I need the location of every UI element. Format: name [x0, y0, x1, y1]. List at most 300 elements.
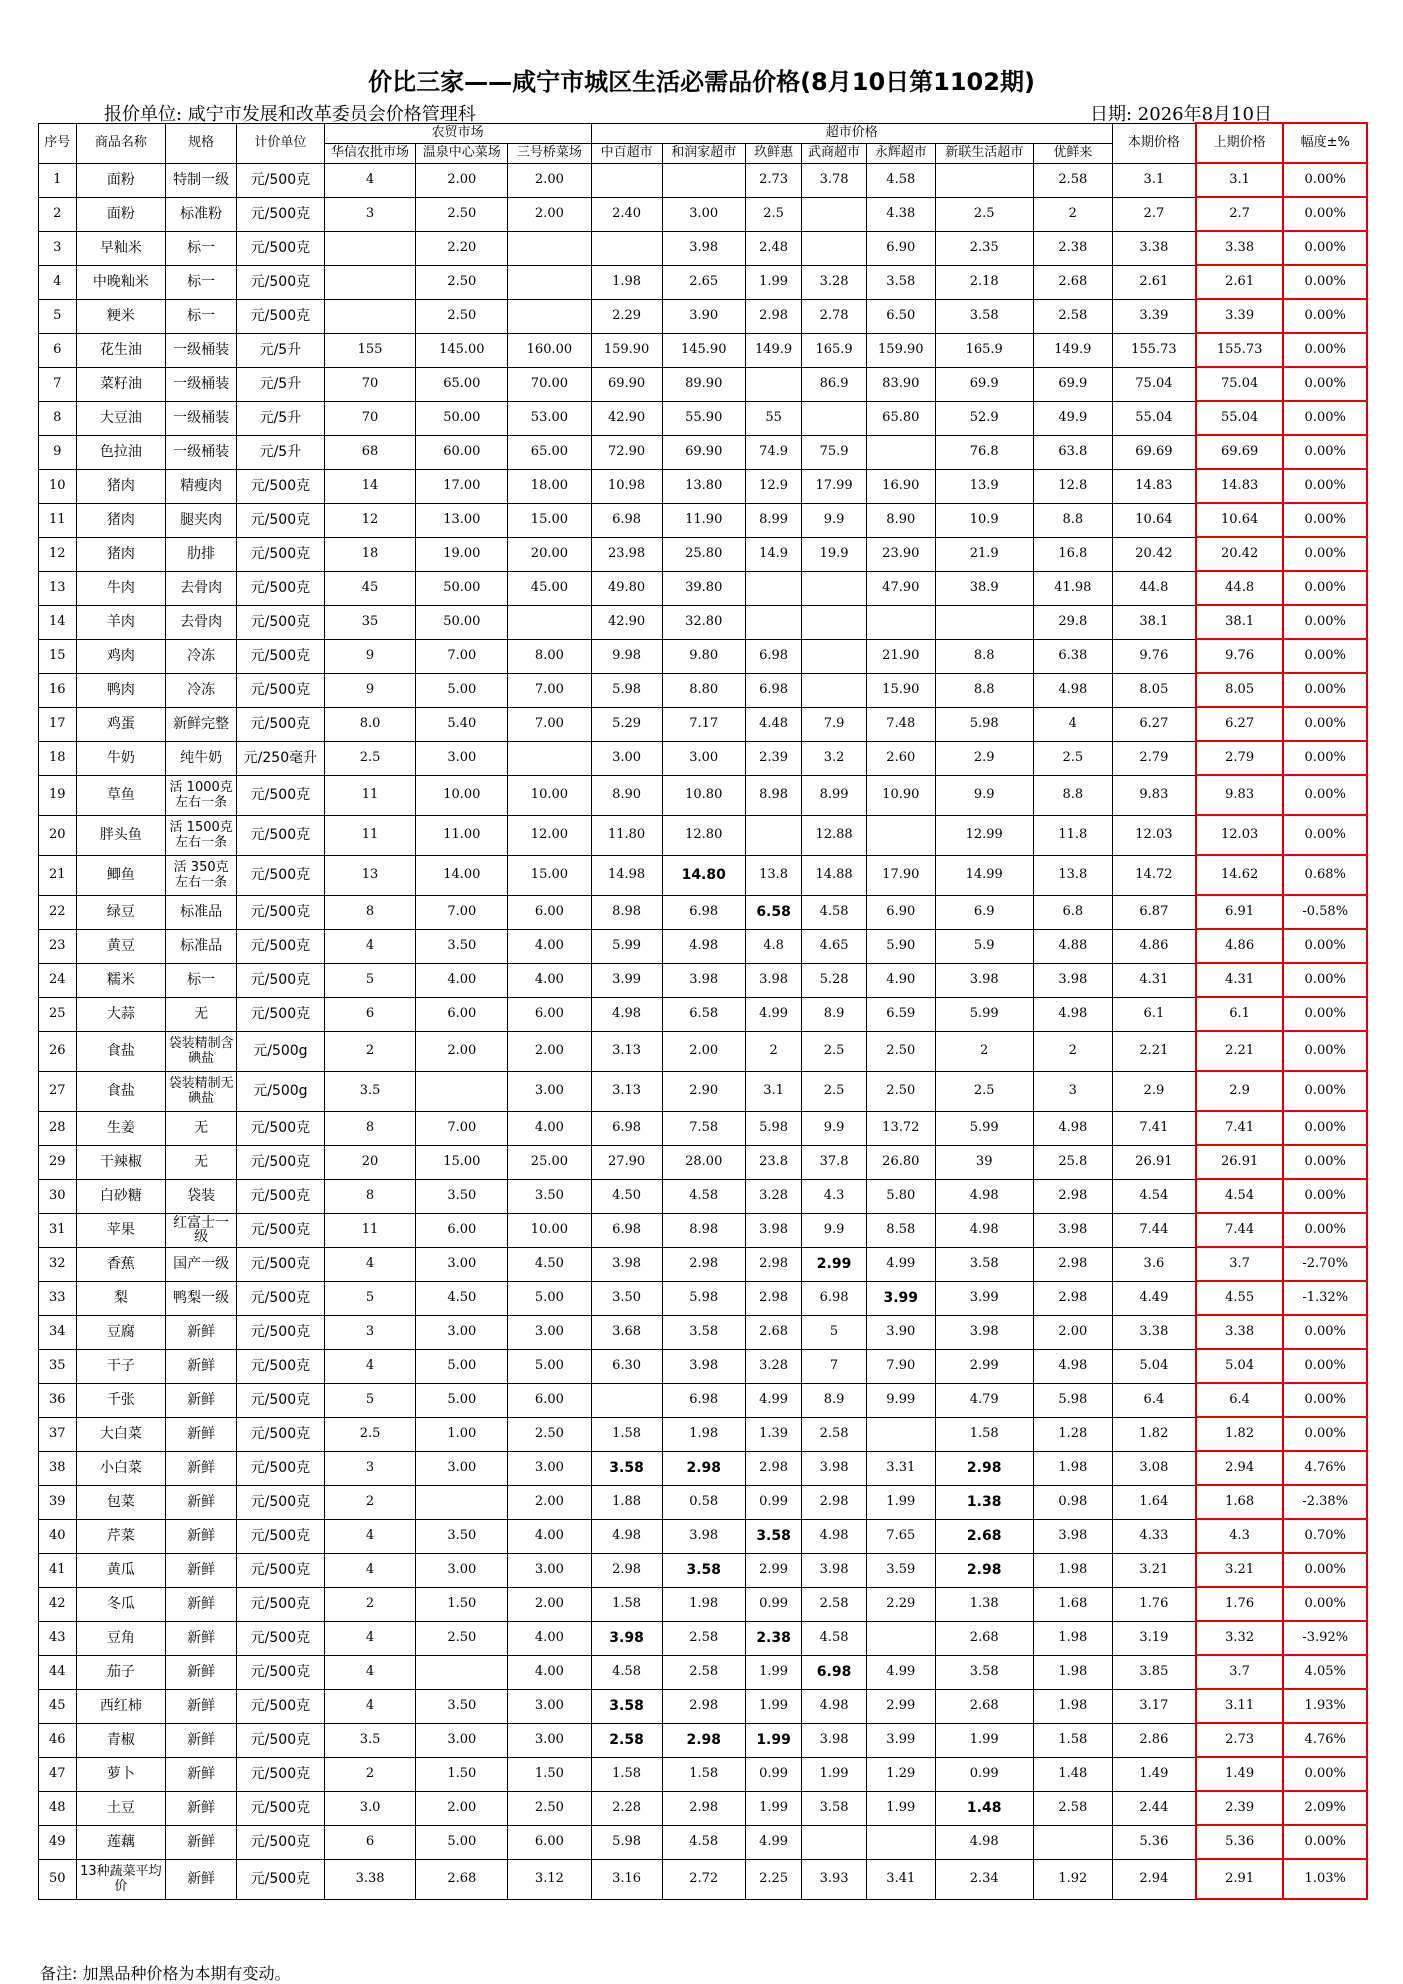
cell-super-price: [662, 163, 745, 197]
cell-super-price: 1.58: [591, 1757, 662, 1791]
cell-super-price: 65.80: [866, 401, 935, 435]
cell-farm-price: 50.00: [416, 401, 508, 435]
cell-name: 花生油: [76, 333, 166, 367]
cell-farm-price: 3.5: [324, 1723, 416, 1757]
cell-previous-price: 38.1: [1196, 605, 1284, 639]
cell-farm-price: 2.00: [508, 1031, 591, 1071]
cell-farm-price: 6.00: [508, 895, 591, 929]
price-table: [38, 122, 1368, 1900]
cell-super-price: 3: [1033, 1071, 1112, 1111]
cell-super-price: 21.9: [935, 537, 1033, 571]
cell-spec: 鸭梨一级: [166, 1281, 237, 1315]
cell-super-price: 8.8: [1033, 775, 1112, 815]
cell-farm-price: 6.00: [508, 1383, 591, 1417]
cell-super-price: 76.8: [935, 435, 1033, 469]
cell-current-price: 4.86: [1112, 929, 1195, 963]
cell-change: 0.00%: [1283, 815, 1367, 855]
cell-super-price: 55: [745, 401, 801, 435]
cell-change: 0.00%: [1283, 1383, 1367, 1417]
cell-previous-price: 9.83: [1196, 775, 1284, 815]
cell-spec: 红富士一级: [166, 1213, 237, 1247]
cell-super-price: 2.98: [1033, 1247, 1112, 1281]
cell-seq: 26: [39, 1031, 77, 1071]
cell-spec: 腿夹肉: [166, 503, 237, 537]
table-row: [39, 1791, 1368, 1825]
cell-current-price: 3.38: [1112, 231, 1195, 265]
cell-farm-price: 155: [324, 333, 416, 367]
cell-farm-price: 4: [324, 1349, 416, 1383]
cell-spec: 袋装精制无碘盐: [166, 1071, 237, 1111]
cell-super-price: 2.98: [662, 1791, 745, 1825]
cell-unit: 元/500克: [237, 963, 325, 997]
cell-super-price: 0.58: [662, 1485, 745, 1519]
cell-super-price: 13.8: [745, 855, 801, 895]
cell-super-price: 4.50: [591, 1179, 662, 1213]
cell-super-price: 2.39: [745, 741, 801, 775]
cell-previous-price: 5.36: [1196, 1825, 1284, 1859]
cell-farm-price: [508, 741, 591, 775]
cell-unit: 元/500克: [237, 1757, 325, 1791]
cell-previous-price: 6.4: [1196, 1383, 1284, 1417]
cell-super-price: 3.00: [662, 197, 745, 231]
cell-change: -0.58%: [1283, 895, 1367, 929]
cell-farm-price: 4: [324, 1655, 416, 1689]
cell-super-price: 7: [802, 1349, 867, 1383]
cell-super-price: 11.8: [1033, 815, 1112, 855]
cell-farm-price: 4: [324, 929, 416, 963]
cell-spec: 一级桶装: [166, 367, 237, 401]
cell-current-price: 3.08: [1112, 1451, 1195, 1485]
cell-super-price: 2.34: [935, 1859, 1033, 1899]
cell-current-price: 5.04: [1112, 1349, 1195, 1383]
cell-farm-price: 3.00: [416, 1247, 508, 1281]
cell-name: 羊肉: [76, 605, 166, 639]
cell-super-price: 2.48: [745, 231, 801, 265]
cell-super-price: 1.99: [745, 265, 801, 299]
cell-farm-price: 2: [324, 1485, 416, 1519]
table-row: [39, 1315, 1368, 1349]
cell-super-price: 89.90: [662, 367, 745, 401]
cell-change: 0.00%: [1283, 197, 1367, 231]
cell-super-price: 6.9: [935, 895, 1033, 929]
cell-farm-price: 3.5: [324, 1071, 416, 1111]
cell-seq: 48: [39, 1791, 77, 1825]
cell-super-price: 4.99: [745, 1383, 801, 1417]
cell-farm-price: [508, 299, 591, 333]
cell-previous-price: 4.3: [1196, 1519, 1284, 1553]
cell-spec: 新鲜完整: [166, 707, 237, 741]
cell-unit: 元/500克: [237, 469, 325, 503]
cell-spec: 新鲜: [166, 1723, 237, 1757]
cell-spec: 标准粉: [166, 197, 237, 231]
cell-current-price: 2.79: [1112, 741, 1195, 775]
cell-seq: 34: [39, 1315, 77, 1349]
cell-farm-price: 35: [324, 605, 416, 639]
cell-super-price: 2.5: [802, 1071, 867, 1111]
cell-spec: 新鲜: [166, 1587, 237, 1621]
cell-super-price: 55.90: [662, 401, 745, 435]
cell-current-price: 6.1: [1112, 997, 1195, 1031]
cell-change: 0.00%: [1283, 741, 1367, 775]
cell-super-price: 9.9: [935, 775, 1033, 815]
cell-farm-price: 4: [324, 1519, 416, 1553]
cell-change: 4.76%: [1283, 1723, 1367, 1757]
cell-farm-price: 20: [324, 1145, 416, 1179]
cell-super-price: 3.28: [745, 1179, 801, 1213]
table-row: [39, 1553, 1368, 1587]
cell-super-price: 4.48: [745, 707, 801, 741]
page-title: 价比三家——咸宁市城区生活必需品价格(8月10日第1102期): [368, 68, 1035, 96]
cell-name: 鸭肉: [76, 673, 166, 707]
cell-super-price: 2.25: [745, 1859, 801, 1899]
cell-name: 早籼米: [76, 231, 166, 265]
cell-name: 黄豆: [76, 929, 166, 963]
cell-name: 面粉: [76, 163, 166, 197]
cell-farm-price: 7.00: [508, 707, 591, 741]
cell-farm-price: [416, 1485, 508, 1519]
cell-super-price: 5: [802, 1315, 867, 1349]
table-row: [39, 1213, 1368, 1247]
cell-name: 色拉油: [76, 435, 166, 469]
cell-unit: 元/500克: [237, 1791, 325, 1825]
table-row: [39, 1281, 1368, 1315]
cell-spec: 新鲜: [166, 1485, 237, 1519]
cell-super-price: 3.50: [591, 1281, 662, 1315]
table-row: [39, 571, 1368, 605]
cell-seq: 23: [39, 929, 77, 963]
cell-super-price: 3.99: [866, 1281, 935, 1315]
cell-super-price: 2.78: [802, 299, 867, 333]
cell-super-price: 8.98: [745, 775, 801, 815]
cell-super-price: [745, 815, 801, 855]
cell-farm-price: 53.00: [508, 401, 591, 435]
cell-farm-price: 3.50: [416, 929, 508, 963]
cell-super-price: 3.68: [591, 1315, 662, 1349]
report-header: [104, 100, 1304, 124]
table-row: [39, 469, 1368, 503]
cell-super-price: 9.9: [802, 1111, 867, 1145]
cell-farm-price: 4.00: [508, 963, 591, 997]
cell-super-price: 8.90: [591, 775, 662, 815]
cell-super-price: 2.58: [591, 1723, 662, 1757]
cell-farm-price: 1.50: [416, 1587, 508, 1621]
cell-change: 0.00%: [1283, 1315, 1367, 1349]
cell-super-price: 12.99: [935, 815, 1033, 855]
cell-super-price: 2.28: [591, 1791, 662, 1825]
cell-seq: 8: [39, 401, 77, 435]
cell-super-price: [866, 815, 935, 855]
cell-current-price: 2.9: [1112, 1071, 1195, 1111]
cell-seq: 6: [39, 333, 77, 367]
cell-farm-price: 3.0: [324, 1791, 416, 1825]
cell-unit: 元/500克: [237, 537, 325, 571]
cell-name: 鸡蛋: [76, 707, 166, 741]
cell-change: 0.68%: [1283, 855, 1367, 895]
cell-name: 干辣椒: [76, 1145, 166, 1179]
cell-farm-price: 6.00: [416, 1213, 508, 1247]
cell-spec: 新鲜: [166, 1349, 237, 1383]
cell-farm-price: 5.00: [416, 673, 508, 707]
cell-change: 0.00%: [1283, 503, 1367, 537]
cell-super-price: 39.80: [662, 571, 745, 605]
cell-super-price: 1.48: [935, 1791, 1033, 1825]
cell-super-price: 2.90: [662, 1071, 745, 1111]
cell-spec: 标一: [166, 299, 237, 333]
cell-super-price: 3.59: [866, 1553, 935, 1587]
cell-unit: 元/500克: [237, 503, 325, 537]
cell-farm-price: 2.5: [324, 1417, 416, 1451]
cell-super-price: 9.9: [802, 1213, 867, 1247]
cell-current-price: 44.8: [1112, 571, 1195, 605]
cell-super-price: 5.90: [866, 929, 935, 963]
cell-name: 13种蔬菜平均价: [76, 1859, 166, 1899]
cell-super-price: 4.98: [802, 1689, 867, 1723]
cell-super-price: 6.98: [745, 673, 801, 707]
cell-farm-price: 4.00: [508, 1655, 591, 1689]
cell-previous-price: 2.21: [1196, 1031, 1284, 1071]
cell-unit: 元/500克: [237, 1689, 325, 1723]
cell-super-price: 2.98: [662, 1723, 745, 1757]
cell-name: 猪肉: [76, 503, 166, 537]
cell-unit: 元/500克: [237, 1587, 325, 1621]
cell-farm-price: [324, 231, 416, 265]
table-row: [39, 673, 1368, 707]
cell-previous-price: 2.94: [1196, 1451, 1284, 1485]
cell-super-price: [935, 163, 1033, 197]
cell-unit: 元/500克: [237, 895, 325, 929]
cell-super-price: 159.90: [591, 333, 662, 367]
cell-seq: 44: [39, 1655, 77, 1689]
cell-previous-price: 2.61: [1196, 265, 1284, 299]
table-row: [39, 895, 1368, 929]
cell-super-price: 2.99: [866, 1689, 935, 1723]
footnote: 备注: 加黑品种价格为本期有变动。: [40, 1964, 291, 1983]
cell-seq: 50: [39, 1859, 77, 1899]
cell-current-price: 3.21: [1112, 1553, 1195, 1587]
cell-current-price: 4.54: [1112, 1179, 1195, 1213]
cell-farm-price: 3.50: [508, 1179, 591, 1213]
cell-current-price: 2.94: [1112, 1859, 1195, 1899]
cell-current-price: 14.72: [1112, 855, 1195, 895]
cell-change: -3.92%: [1283, 1621, 1367, 1655]
cell-spec: 新鲜: [166, 1689, 237, 1723]
cell-super-price: 0.99: [935, 1757, 1033, 1791]
cell-super-price: 1.68: [1033, 1587, 1112, 1621]
cell-previous-price: 1.68: [1196, 1485, 1284, 1519]
cell-previous-price: 6.1: [1196, 997, 1284, 1031]
cell-super-price: 69.90: [591, 367, 662, 401]
cell-farm-price: 7.00: [416, 895, 508, 929]
cell-seq: 46: [39, 1723, 77, 1757]
cell-farm-price: [508, 605, 591, 639]
cell-spec: 一级桶装: [166, 435, 237, 469]
cell-current-price: 3.39: [1112, 299, 1195, 333]
cell-super-price: 3.98: [802, 1451, 867, 1485]
cell-super-price: 2.5: [1033, 741, 1112, 775]
cell-super-price: 4.98: [935, 1179, 1033, 1213]
cell-super-price: 2.98: [745, 1451, 801, 1485]
cell-super-price: 4.98: [1033, 997, 1112, 1031]
cell-farm-price: 2.00: [508, 163, 591, 197]
cell-seq: 9: [39, 435, 77, 469]
cell-unit: 元/500克: [237, 929, 325, 963]
cell-super-price: 2.68: [935, 1621, 1033, 1655]
cell-change: 4.05%: [1283, 1655, 1367, 1689]
cell-super-price: 1.99: [866, 1485, 935, 1519]
cell-seq: 40: [39, 1519, 77, 1553]
cell-farm-price: 10.00: [508, 775, 591, 815]
cell-super-price: 13.80: [662, 469, 745, 503]
cell-unit: 元/500克: [237, 673, 325, 707]
cell-previous-price: 8.05: [1196, 673, 1284, 707]
cell-farm-price: 20.00: [508, 537, 591, 571]
cell-farm-price: 4: [324, 1689, 416, 1723]
cell-current-price: 2.44: [1112, 1791, 1195, 1825]
cell-super-price: 4.38: [866, 197, 935, 231]
cell-super-price: 23.98: [591, 537, 662, 571]
cell-super-price: 3.98: [662, 1519, 745, 1553]
cell-super-price: 1.58: [591, 1417, 662, 1451]
cell-unit: 元/500g: [237, 1031, 325, 1071]
cell-seq: 49: [39, 1825, 77, 1859]
table-row: [39, 265, 1368, 299]
cell-name: 生姜: [76, 1111, 166, 1145]
cell-name: 大豆油: [76, 401, 166, 435]
cell-super-price: 3.58: [662, 1553, 745, 1587]
cell-super-price: [1033, 1825, 1112, 1859]
cell-super-price: 23.90: [866, 537, 935, 571]
cell-farm-price: 3.38: [324, 1859, 416, 1899]
cell-super-price: 7.90: [866, 1349, 935, 1383]
cell-seq: 28: [39, 1111, 77, 1145]
cell-farm-price: 1.50: [416, 1757, 508, 1791]
cell-super-price: [591, 163, 662, 197]
header-current: 本期价格: [1112, 123, 1195, 163]
cell-name: 苹果: [76, 1213, 166, 1247]
table-row: [39, 1247, 1368, 1281]
header-super-4: 武商超市: [802, 143, 867, 163]
cell-super-price: 3.78: [802, 163, 867, 197]
cell-super-price: 4.98: [1033, 1111, 1112, 1145]
cell-super-price: 8.90: [866, 503, 935, 537]
cell-super-price: [866, 435, 935, 469]
cell-previous-price: 12.03: [1196, 815, 1284, 855]
cell-previous-price: 75.04: [1196, 367, 1284, 401]
cell-farm-price: 3.50: [416, 1179, 508, 1213]
cell-super-price: [591, 231, 662, 265]
cell-super-price: 4.99: [745, 997, 801, 1031]
cell-super-price: 5.29: [591, 707, 662, 741]
cell-farm-price: 2.68: [416, 1859, 508, 1899]
cell-name: 豆角: [76, 1621, 166, 1655]
cell-unit: 元/500克: [237, 1825, 325, 1859]
cell-super-price: 3.98: [662, 231, 745, 265]
cell-super-price: 3.58: [935, 1655, 1033, 1689]
cell-farm-price: 2.00: [416, 1031, 508, 1071]
cell-super-price: 0.99: [745, 1587, 801, 1621]
cell-super-price: 2.58: [662, 1655, 745, 1689]
cell-super-price: 3.31: [866, 1451, 935, 1485]
cell-spec: 标准品: [166, 929, 237, 963]
cell-super-price: 2: [1033, 1031, 1112, 1071]
cell-super-price: 12.88: [802, 815, 867, 855]
cell-super-price: 2.5: [802, 1031, 867, 1071]
cell-super-price: 10.9: [935, 503, 1033, 537]
cell-unit: 元/500克: [237, 1451, 325, 1485]
cell-spec: 无: [166, 1145, 237, 1179]
cell-current-price: 155.73: [1112, 333, 1195, 367]
cell-name: 菜籽油: [76, 367, 166, 401]
cell-previous-price: 10.64: [1196, 503, 1284, 537]
cell-super-price: 6.98: [662, 1383, 745, 1417]
cell-super-price: 1.28: [1033, 1417, 1112, 1451]
cell-super-price: 7.17: [662, 707, 745, 741]
cell-farm-price: 2.50: [416, 197, 508, 231]
cell-change: 0.00%: [1283, 1031, 1367, 1071]
cell-super-price: 4.98: [935, 1213, 1033, 1247]
cell-super-price: 165.9: [935, 333, 1033, 367]
cell-unit: 元/5升: [237, 367, 325, 401]
cell-current-price: 7.41: [1112, 1111, 1195, 1145]
cell-current-price: 3.19: [1112, 1621, 1195, 1655]
cell-super-price: 2.98: [662, 1247, 745, 1281]
cell-super-price: 41.98: [1033, 571, 1112, 605]
cell-farm-price: 6: [324, 1825, 416, 1859]
cell-farm-price: 45.00: [508, 571, 591, 605]
cell-seq: 27: [39, 1071, 77, 1111]
cell-super-price: 2.98: [745, 1247, 801, 1281]
cell-current-price: 8.05: [1112, 673, 1195, 707]
cell-super-price: 3.58: [935, 299, 1033, 333]
cell-super-price: 3.41: [866, 1859, 935, 1899]
table-row: [39, 929, 1368, 963]
cell-super-price: 7.48: [866, 707, 935, 741]
cell-name: 猪肉: [76, 469, 166, 503]
cell-farm-price: 8: [324, 1111, 416, 1145]
cell-spec: 冷冻: [166, 639, 237, 673]
cell-spec: 袋装: [166, 1179, 237, 1213]
cell-previous-price: 4.54: [1196, 1179, 1284, 1213]
cell-super-price: 2.58: [802, 1587, 867, 1621]
cell-super-price: 86.9: [802, 367, 867, 401]
table-row: [39, 1071, 1368, 1111]
cell-super-price: 2.98: [662, 1451, 745, 1485]
cell-super-price: 47.90: [866, 571, 935, 605]
cell-current-price: 2.61: [1112, 265, 1195, 299]
table-row: [39, 197, 1368, 231]
header-seq: 序号: [39, 123, 77, 163]
cell-super-price: 1.98: [1033, 1451, 1112, 1485]
cell-name: 豆腐: [76, 1315, 166, 1349]
cell-unit: 元/500g: [237, 1071, 325, 1111]
cell-super-price: [745, 605, 801, 639]
cell-unit: 元/500克: [237, 163, 325, 197]
cell-super-price: 2.00: [1033, 1315, 1112, 1349]
cell-super-price: 2: [935, 1031, 1033, 1071]
cell-super-price: 2.98: [802, 1485, 867, 1519]
cell-super-price: 2.00: [662, 1031, 745, 1071]
cell-super-price: 3.58: [591, 1451, 662, 1485]
cell-super-price: 2.60: [866, 741, 935, 775]
cell-previous-price: 3.11: [1196, 1689, 1284, 1723]
cell-super-price: [802, 1825, 867, 1859]
cell-super-price: [802, 639, 867, 673]
cell-super-price: 1.99: [745, 1655, 801, 1689]
cell-super-price: [866, 1825, 935, 1859]
cell-super-price: 2.99: [745, 1553, 801, 1587]
cell-previous-price: 3.39: [1196, 299, 1284, 333]
cell-unit: 元/500克: [237, 1281, 325, 1315]
